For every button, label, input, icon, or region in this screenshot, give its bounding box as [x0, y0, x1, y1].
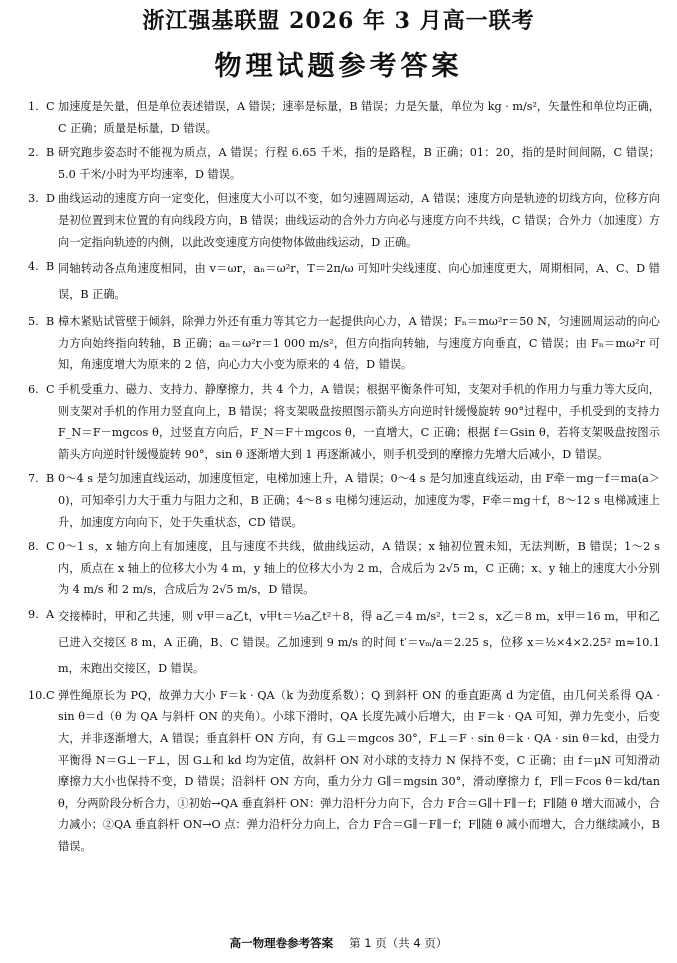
answer-item-1 — [28, 96, 660, 139]
answer-letter: D — [46, 192, 55, 206]
answer-letter: C — [46, 382, 55, 396]
answer-item-3 — [28, 188, 660, 253]
answer-explanation: 樟木紧贴试管壁于倾斜，除弹力外还有重力等其它力一起提供向心力，A 错误；Fₙ＝mω²r＝50 N，匀速圆周运动的向心力方向始终指向转轴，B 正确；aₙ＝ω²r＝1 000 m/s²，但方向指向转轴，与速度方向垂直，C 错误；由 Fₙ＝mω²r 可知，角速度增大为原来的 2 倍，向心力大小变为原来的 4 倍，D 错误。 — [58, 315, 660, 372]
answer-letter: B — [46, 146, 55, 160]
exam-title: 浙江强基联盟 2026 年 3 月高一联考 — [142, 8, 535, 34]
answer-letter: C — [46, 540, 55, 554]
answer-item-4 — [28, 256, 660, 308]
document-title: 物理试题参考答案 — [214, 51, 463, 82]
answer-item-8 — [28, 536, 660, 601]
answer-explanation: 曲线运动的速度方向一定变化，但速度大小可以不变，如匀速圆周运动，A 错误；速度方向是轨迹的切线方向，位移方向是初位置到末位置的有向线段方向，B 错误；曲线运动的合外力方向必与速度方向不共线，C 错误；合外力（加速度）方向一定指向轨迹的内侧，以此改变速度方向使物体做曲线运动，D 正确。 — [58, 192, 660, 249]
question-number: 6. — [28, 382, 39, 396]
question-number: 3. — [28, 192, 39, 206]
question-number: 5. — [28, 315, 39, 329]
footer-label: 高一物理卷参考答案 — [229, 936, 334, 950]
answer-item-5 — [28, 311, 660, 376]
answer-list — [28, 96, 660, 858]
answer-explanation: 同轴转动各点角速度相同，由 v＝ωr，aₙ＝ω²r，T＝2π/ω 可知叶尖线速度、向心加速度更大，周期相同，A、C、D 错误，B 正确。 — [58, 262, 660, 302]
answer-letter: B — [46, 315, 55, 329]
answer-explanation: 0～1 s，x 轴方向上有加速度，且与速度不共线，做曲线运动，A 错误；x 轴初位置未知，无法判断，B 错误；1～2 s 内，质点在 x 轴上的位移大小为 4 m，y 轴上的位移大小为 2 m，合成后为 2√5 m，C 正确；x、y 轴上的速度大小分别为 4 m/s 和 2 m/s，合成后为 2√5 m/s，D 错误。 — [58, 540, 660, 597]
answer-item-2 — [28, 142, 660, 185]
answer-letter: A — [46, 607, 55, 621]
answer-item-6 — [28, 379, 660, 465]
answer-explanation: 手机受重力、磁力、支持力、静摩擦力，共 4 个力，A 错误；根据平衡条件可知，支架对手机的作用力与重力等大反向，则支架对手机的作用力竖直向上，B 错误；将支架吸盘按照图示箭头方向逆时针缓慢旋转 90°过程中，手机受到的支持力 F_N＝F－mgcos θ，过竖直方向后，F_N＝F＋mgcos θ，一直增大，C 正确；根据 f＝Gsin θ，若将支架吸盘按图示箭头方向逆时针缓慢旋转 90°，sin θ 逐渐增大到 1 再逐渐减小，则手机受到的摩擦力先增大后减小，D 错误。 — [58, 382, 660, 461]
question-number: 9. — [28, 607, 39, 621]
question-number: 7. — [28, 472, 39, 486]
question-number: 1. — [28, 100, 39, 113]
question-number: 4. — [28, 260, 39, 274]
answer-letter: C — [46, 100, 55, 113]
answer-explanation: 0～4 s 是匀加速直线运动，加速度恒定，电梯加速上升，A 错误；0～4 s 是匀加速直线运动，由 F牵－mg－f＝ma(a＞0)，可知牵引力大于重力与阻力之和，B 正确；4～8 s 电梯匀速运动，加速度为零，F牵＝mg＋f，8～12 s 电梯减速上升，加速度方向向下，处于失重状态，CD 错误。 — [58, 472, 660, 529]
answer-letter: C — [46, 688, 55, 702]
answer-item-9 — [28, 604, 660, 682]
answer-explanation: 加速度是矢量，但是单位表述错误，A 错误；速率是标量，B 错误；力是矢量，单位为 kg · m/s²，矢量性和单位均正确，C 正确；质量是标量，D 错误。 — [58, 100, 660, 135]
answer-explanation: 弹性绳原长为 PQ，故弹力大小 F＝k · QA（k 为劲度系数）；Q 到斜杆 ON 的垂直距离 d 为定值，由几何关系得 QA · sin θ＝d（θ 为 QA 与斜杆 ON 的夹角）。小球下滑时，QA 长度先减小后增大，由 F＝k · QA 可知，弹力先变小，后变大，并非逐渐增大，A 错误；垂直斜杆 ON 方向，有 G⊥＝mgcos 30°，F⊥＝F · sin θ＝k · QA · sin θ＝kd，由受力平衡得 N＝G⊥－F⊥，因 G⊥和 kd 均为定值，故斜杆 ON 对小球的支持力 N 保持不变，C 正确；由 f＝μN 可知滑动摩擦力大小也保持不变，D 错误；沿斜杆 ON 方向，重力分力 G∥＝mgsin 30°，滑动摩擦力 f，F∥＝Fcos θ＝kd/tan θ，分两阶段分析合力，①初始→QA 垂直斜杆 ON：弹力沿杆分力向下，合力 F合＝G∥＋F∥－f；F∥随 θ 增大而减小，合力减小；②QA 垂直斜杆 ON→O 点：弹力沿杆分力向上，合力 F合＝G∥－F∥－f；F∥随 θ 减小而增大，合力继续减小，B 错误。 — [58, 688, 660, 854]
answer-letter: B — [46, 260, 55, 274]
answer-explanation: 交接棒时，甲和乙共速，则 v甲＝a乙t，v甲t＝½a乙t²＋8，得 a乙＝4 m/s²，t＝2 s，x乙＝8 m，x甲＝16 m，甲和乙已进入交接区 8 m，A 正确，B、C 错误。乙加速到 9 m/s 的时间 t′＝vₘ/a＝2.25 s，位移 x＝½×4×2.25² m≈10.1 m，未跑出交接区，D 错误。 — [58, 609, 660, 675]
question-number: 8. — [28, 540, 39, 554]
page-footer — [0, 935, 677, 951]
question-number: 10. — [28, 688, 46, 702]
answer-item-7 — [28, 468, 660, 533]
footer-page-number: 第 1 页（共 4 页） — [349, 936, 448, 950]
answer-explanation: 研究跑步姿态时不能视为质点，A 错误；行程 6.65 千米，指的是路程，B 正确；01：20，指的是时间间隔，C 错误；5.0 千米/小时为平均速率，D 错误。 — [58, 146, 660, 181]
answer-item-10 — [28, 685, 660, 858]
question-number: 2. — [28, 146, 39, 160]
answer-letter: B — [46, 472, 55, 486]
